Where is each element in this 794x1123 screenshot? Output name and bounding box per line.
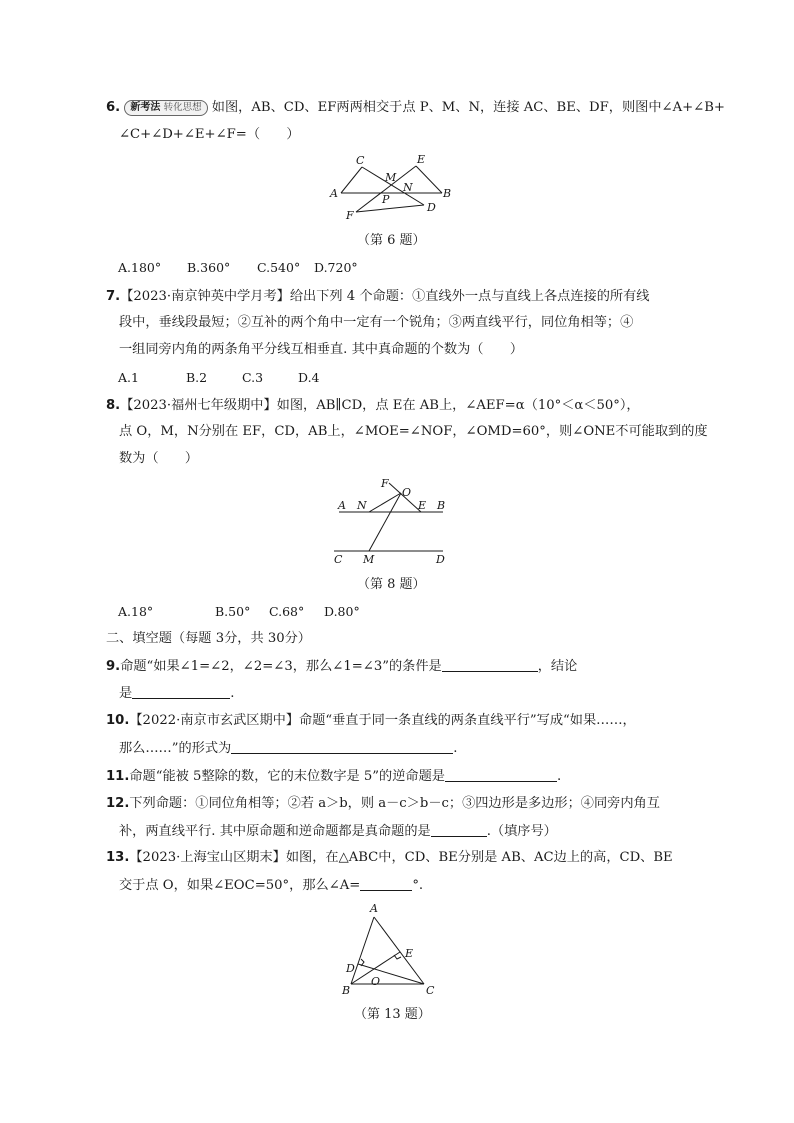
question-text: . [453,741,458,756]
label-P: P [382,193,390,206]
label-A: A [330,187,338,200]
label-E: E [418,499,427,512]
question-8-line-3: 数为（ ） [119,451,199,466]
label-M: M [385,171,397,184]
option-b[interactable]: B.360° [187,260,231,275]
option-a[interactable]: A.18° [118,604,154,619]
label-E: E [405,947,414,960]
label-M: M [363,553,375,566]
section-heading: 二、填空题（每题 3分，共 30分） [106,631,311,646]
question-text: °. [412,878,424,893]
question-number: 8. [106,398,121,413]
label-F: F [346,209,354,222]
label-B: B [437,499,446,512]
label-B: B [342,984,351,997]
label-E: E [417,153,426,166]
question-7-line-3: 一组同旁内角的两条角平分线互相垂直. 其中真命题的个数为（ ） [119,342,524,357]
question-number: 12. [106,796,130,811]
question-7-line-2: 段中，垂线段最短；②互补的两个角中一定有一个锐角；③两直线平行，同位角相等；④ [119,315,634,330]
question-number: 6. [106,100,121,115]
label-A: A [338,499,346,512]
question-text: . [556,769,562,784]
question-text: 【2023·上海宝山区期末】如图，在△ABC中，CD、BE分别是 AB、AC边上的高，CD、BE [129,850,673,865]
question-text: 如图，AB、CD、EF两两相交于点 P、M、N，连接 AC、BE、DF，则图中∠A+∠B+ [211,100,725,115]
label-C: C [356,154,365,167]
option-b[interactable]: B.2 [186,370,208,385]
figure-6-caption: （第 6 题） [357,233,426,248]
question-text: 命题“能被 5整除的数，它的末位数字是 5”的逆命题是 [129,769,445,784]
label-D: D [436,553,445,566]
question-text: 是 [119,686,133,701]
option-d[interactable]: D.80° [324,604,360,619]
label-C: C [426,984,435,997]
question-text: ，结论 [537,659,578,674]
question-text: 补，两直线平行. 其中原命题和逆命题都是真命题的是 [119,824,431,839]
option-c[interactable]: C.540° [257,260,301,275]
question-number: 11. [106,769,130,784]
label-A: A [370,902,378,915]
question-text: 【2023·福州七年级期中】如图，AB∥CD，点 E在 AB上，∠AEF=α（10°＜α＜50°）， [120,398,640,413]
option-b[interactable]: B.50° [215,604,251,619]
question-text: 命题“如果∠1=∠2，∠2=∠3，那么∠1=∠3”的条件是 [120,659,442,674]
option-a[interactable]: A.180° [118,260,162,275]
label-O: O [402,486,412,499]
method-tag-sub: 转化思想 [163,102,202,113]
label-D: D [427,201,436,214]
figure-13-caption: （第 13 题） [354,1007,431,1022]
option-d[interactable]: D.720° [314,260,358,275]
label-N: N [357,499,367,512]
label-C: C [334,553,343,566]
question-number: 7. [106,289,121,304]
question-text: .（填序号） [486,824,557,839]
question-8-line-2: 点 O，M，N分别在 EF，CD，AB上，∠MOE=∠NOF，∠OMD=60°，则∠ONE不可能取到的度 [119,424,708,439]
option-d[interactable]: D.4 [298,370,320,385]
option-c[interactable]: C.3 [242,370,264,385]
question-number: 10. [106,713,130,728]
label-D: D [346,962,355,975]
question-text: 【2023·南京钟英中学月考】给出下列 4 个命题：①直线外一点与直线上各点连接的所有线 [120,289,650,304]
label-B: B [443,187,452,200]
question-text: 那么……”的形式为 [119,741,232,756]
question-text: 交于点 O，如果∠EOC=50°，那么∠A= [119,878,361,893]
question-number: 9. [106,659,121,674]
method-tag-main: 新考法 [130,102,161,113]
label-O: O [371,975,381,988]
option-a[interactable]: A.1 [118,370,139,385]
question-number: 13. [106,850,130,865]
figure-8-caption: （第 8 题） [357,577,426,592]
question-text: 下列命题：①同位角相等；②若 a＞b，则 a－c＞b－c；③四边形是多边形；④同旁内角互 [129,796,660,811]
question-6-line-2: ∠C+∠D+∠E+∠F=（ ） [119,127,300,142]
question-text: . [230,686,235,701]
option-c[interactable]: C.68° [269,604,305,619]
label-N: N [403,181,413,194]
label-F: F [381,477,389,490]
question-text: 【2022·南京市玄武区期中】命题“垂直于同一条直线的两条直线平行”写成“如果……， [129,713,636,728]
